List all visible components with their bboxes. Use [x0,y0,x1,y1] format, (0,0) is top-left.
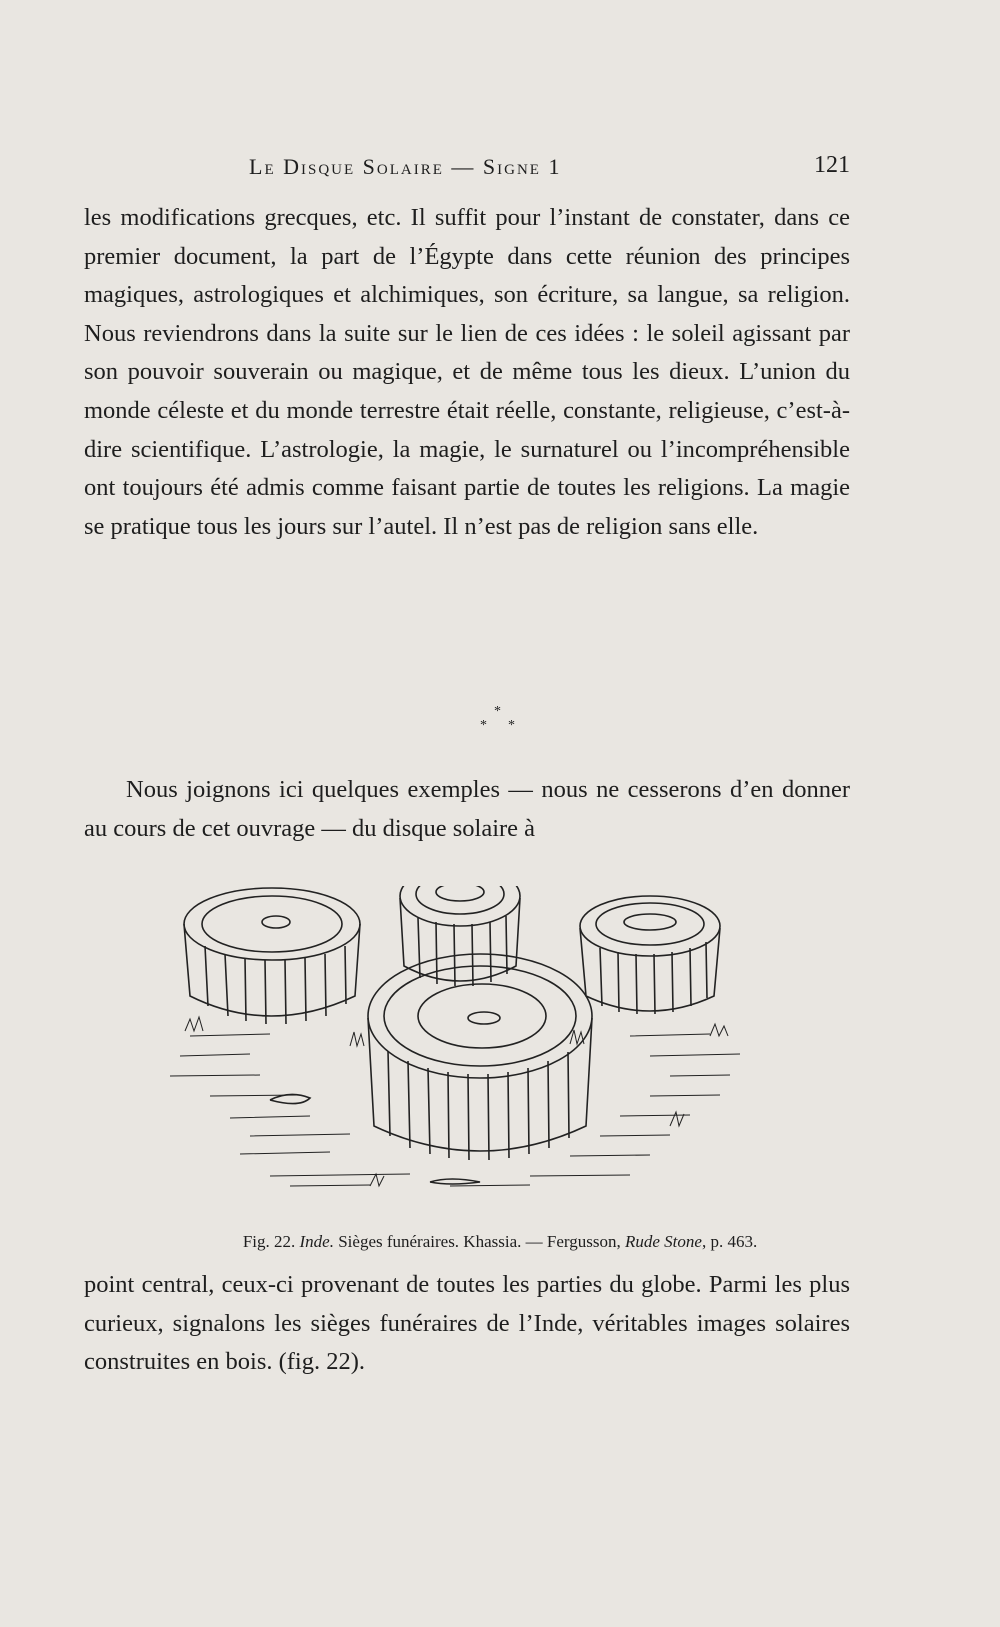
paragraph-text: les modifications grecques, etc. Il suffit pour l’instant de constater, dans ce premier document, la part de l’Égypte dans cette réunion des principes magiques, astrologiques et alchimiques, son écriture, sa langue, sa religion. Nous reviendrons dans la suite sur le lien de ces idées : le soleil agissant par son pouvoir souverain ou magique, et de même tous les dieux. L’union du monde céleste et du monde terrestre était réelle, constante, religieuse, c’est-à-dire scientifique. L’astrologie, la magie, le surnaturel ou l’incompréhensible ont toujours été admis comme faisant partie de toutes les religions. La magie se pratique tous les jours sur l’autel. Il n’est pas de religion sans elle. [84,204,850,540]
funerary-seats-engraving [150,886,850,1226]
running-title: Le Disque Solaire — Signe 1 [249,154,562,179]
page-number: 121 [814,152,850,178]
caption-page: , p. 463. [701,1232,758,1251]
caption-text: Sièges funéraires. Khassia. — Fergusson, [333,1232,625,1251]
figure-caption [0,1232,1000,1252]
caption-work: Rude Stone [624,1232,702,1251]
paragraph [84,1266,850,1382]
asterism: * * * [480,704,515,733]
paragraph [84,199,850,546]
paragraph-text: point central, ceux-ci provenant de toutes les parties du globe. Parmi les plus curieux, signalons les sièges funéraires de l’Inde, véritables images solaires construites en bois. (fig. 22). [84,1271,850,1376]
caption-label: Fig. 22. [242,1232,300,1251]
figure-illustration [150,886,850,1226]
page-header [84,150,850,190]
paragraph [84,771,850,848]
caption-place: Inde. [299,1232,334,1251]
paragraph-text: Nous joignons ici quelques exemples — nous ne cesserons d’en donner au cours de cet ouvrage — du disque solaire à [84,776,850,842]
